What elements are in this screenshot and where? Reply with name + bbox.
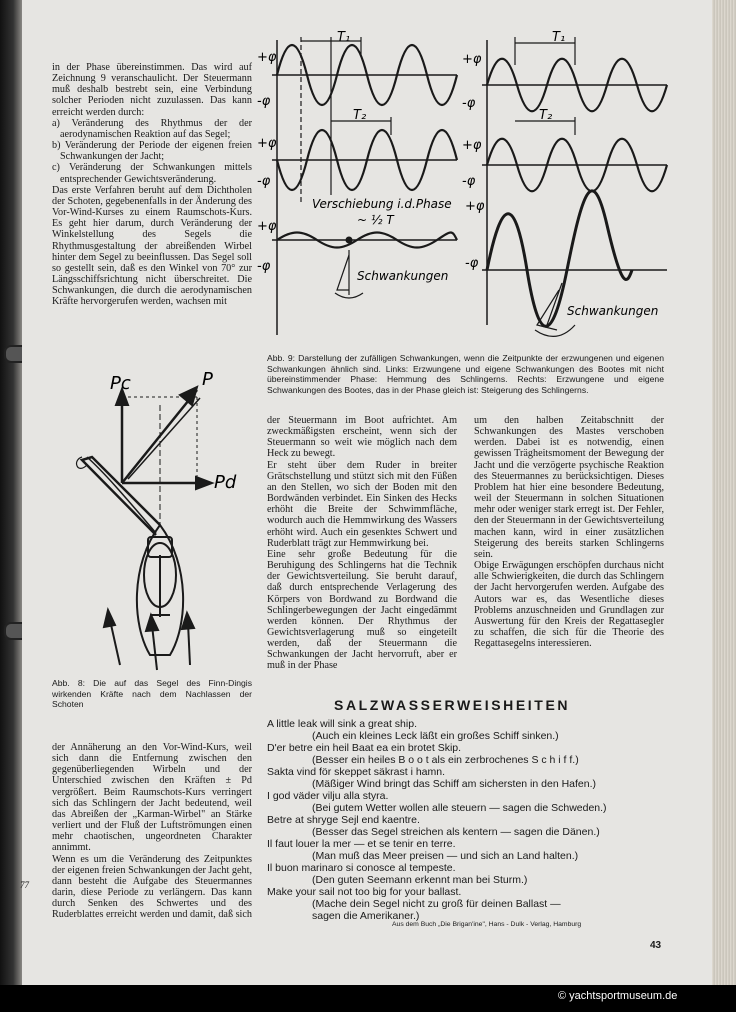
left-minus-phi-2: -φ: [257, 174, 271, 189]
paragraph: der Steuermann im Boot aufrichtet. Am zweckmäßigsten erscheint, wenn sich der Steuermann so weit wie möglich nach dem Heck zu bewegt.: [267, 415, 457, 460]
figure-8-caption: Abb. 8: Die auf das Segel des Finn-Dingis wirkenden Kräfte nach dem Nachlassen der Schoten: [52, 678, 252, 709]
page-stack-edges: [712, 0, 736, 985]
label-pd: Pd: [214, 472, 237, 493]
proverb-original: Make your sail not too big for your ballast.: [267, 886, 462, 898]
column-2: [267, 415, 457, 672]
list-item: a) Veränderung des Rhythmus der der aerodynamischen Reaktion auf das Segel;: [52, 117, 252, 140]
proverb-original: Sakta vind för skeppet säkrast i hamn.: [267, 766, 446, 778]
right-plus-phi-2: +φ: [462, 138, 482, 153]
proverb-translation: (Bei gutem Wetter wollen alle steuern — sagen die Schweden.): [312, 802, 607, 814]
paragraph: in der Phase übereinstimmen. Das wird auf Zeichnung 9 veranschaulicht. Der Steuermann muß deshalb bestrebt sein, eine Verbindung solcher Perioden nicht zuzulassen. Das kann erreicht werden durch:: [52, 62, 252, 118]
figure-8-sail-forces: [52, 365, 262, 675]
proverb-original: D'er betre ein heil Baat ea ein brotet Skip.: [267, 742, 462, 754]
right-graph-axes: [482, 40, 667, 325]
figure-9-oscillation-diagram: [257, 25, 677, 350]
right-minus-phi-3: -φ: [465, 256, 479, 271]
source-note: Aus dem Buch „Die Brigan'ine", Hans - Dulk - Verlag, Hamburg: [392, 921, 582, 928]
proverb-translation: (Den guten Seemann erkennt man bei Sturm.): [312, 874, 528, 886]
page-number: 43: [650, 940, 662, 951]
paragraph: der Annäherung an den Vor-Wind-Kurs, weil sich dann die Entfernung zwischen den gegenüberliegenden Wirbeln und der Unterschied zwischen den Kräften ± Pd vergrößert. Beim Raumschots-Kurs verringert sich das Schlingern der Jacht bedeutend, weil das Abreißen der „Karman-Wirbel" an Stärke verliert und der Fluß der Luftströmungen einen mehr chaotischen, ungeordneten Charakter annimmt.: [52, 742, 252, 854]
list-item: b) Veränderung der Periode der eigenen freien Schwankungen der Jacht;: [52, 140, 252, 163]
left-plus-phi-3: +φ: [257, 219, 277, 234]
proverb-original: Betre at shryge Sejl end kaentre.: [267, 814, 420, 826]
paragraph: Eine sehr große Bedeutung für die Beruhigung des Schlingerns hat die Technik der Gewichtsverteilung. Sie beruht darauf, daß durch entsprechende Verlagerung des Körpers von Bordwand zu Bordwand die Schlingerbewegungen der Jacht eingedämmt werden können. Der Rhythmus der Gewichtsverlagerung muß so eingeteilt werden, daß der Steuermann die Schwankungen der Jacht hervorruft, aber er muß in der Phase: [267, 548, 457, 672]
proverb-translation: (Besser ein heiles B o o t als ein zerbrochenes S c h i f f.): [312, 754, 579, 766]
left-minus-phi-3: -φ: [257, 259, 271, 274]
figure-9-caption: Abb. 9: Darstellung der zufälligen Schwankungen, wenn die Zeitpunkte der erzwungenen und eigenen Schwankungen ähnlich sind. Links: Erzwungene und eigene Schwankungen des Bootes mit nicht übereinstimmender Phase: Hemmung des Schlingerns. Rechts: Erzwungene und eigene Schwankungen des Bootes, das in der Phase gleich ist: Steigerung des Schlingerns.: [267, 353, 664, 395]
proverb-translation: (Auch ein kleines Leck läßt ein großes Schiff sinken.): [312, 730, 559, 742]
right-t2-label: T₂: [539, 108, 553, 123]
paragraph: Er steht über dem Ruder in breiter Grätschstellung und stützt sich mit den Füßen an den Stellen, wo sich der Boden mit den Bordwänden verbindet. Ein Sinken des Hecks erhöht die Breite der Schwimmfläche, wodurch auch die Hemmwirkung des Wassers erhöht wird. Auch ein gesenktes Schwert und Ruderblatt trägt zur Hemmwirkung bei.: [267, 459, 457, 549]
right-plus-phi-1: +φ: [462, 52, 482, 67]
right-minus-phi-1: -φ: [462, 96, 476, 111]
phase-shift-label-2: ~ ½ T: [357, 213, 394, 227]
column-3: [474, 415, 664, 649]
wind-arrows: [104, 610, 194, 670]
phase-shift-label-1: Verschiebung i.d.Phase: [312, 197, 452, 211]
right-plus-phi-3: +φ: [465, 199, 485, 214]
column-1-bottom: [52, 742, 252, 921]
left-plus-phi-1: +φ: [257, 50, 277, 65]
book-page: [22, 0, 712, 985]
label-p: P: [202, 369, 213, 390]
proverb-list: [267, 718, 667, 922]
watermark: © yachtsportmuseum.de: [558, 990, 678, 1002]
right-t1-label: T₁: [552, 30, 566, 45]
left-t1-label: T₁: [337, 30, 351, 45]
proverb-original: Il buon marinaro si conosce al tempeste.: [267, 862, 456, 874]
paragraph: Wenn es um die Veränderung des Zeitpunktes der eigenen freien Schwankungen der Jacht geht, dann besteht die Aufgabe des Steuermannes darin, diese Periode zu verlängern. Das kann durch Senken des Schwertes und des Ruderblattes erreicht werden und damit, daß sich: [52, 853, 253, 921]
proverb-translation: (Mäßiger Wind bringt das Schiff am sichersten in den Hafen.): [312, 778, 597, 790]
left-plus-phi-2: +φ: [257, 136, 277, 151]
section-title: SALZWASSERWEISHEITEN: [334, 697, 571, 713]
proverb-translation: (Man muß das Meer preisen — und sich an Land halten.): [312, 850, 579, 862]
left-t2-label: T₂: [353, 108, 367, 123]
proverb-translation: (Besser das Segel streichen als kentern — sagen die Dänen.): [312, 826, 600, 838]
paragraph: Obige Erwägungen erschöpfen durchaus nicht alle Schwierigkeiten, die durch das Schlingern der Jacht hervorgerufen werden. Aufgabe des Autors war es, das Wesentliche dieses Problems anzuschneiden und Grundlagen zur Auswertung für den Kreis der Regattasegler zu schaffen, die sich für die Theorie des Regattasegelns interessieren.: [474, 560, 664, 650]
proverb-original: A little leak will sink a great ship.: [267, 718, 417, 730]
proverb-translation: (Mache dein Segel nicht zu groß für deinen Ballast — sagen die Amerikaner.): [312, 898, 561, 922]
proverb-original: Il faut louer la mer — et se tenir en terre.: [267, 838, 456, 850]
paragraph: Das erste Verfahren beruht auf dem Dichtholen der Schoten, gegebenenfalls in der Änderung des Vor-Wind-Kurses zu einem Raumschots-Kurs. Es geht hier darum, durch Veränderung der Winkelstellung des Segels die Rhythmusgestaltung der abreißenden Wirbel hinter dem Segel zu beeinflussen. Das Segel soll so gestellt sein, daß es den Winkel von 70° zur Längsschiffsrichtung nicht überschreitet. Die Schwankungen, die durch die aerodynamischen Kräfte hervorgerufen werden, wachsen mit: [52, 184, 253, 308]
paragraph: um den halben Zeitabschnitt der Schwankungen des Mastes verschoben werden. Dabei ist es notwendig, einen gewissen Trägheitsmoment der Bewegung der Jacht und die verzögerte psychische Reaktion des Steuermannes zu berücksichtigen. Dieses Problem hat hier eine besondere Bedeutung, weil der Steuermann in solchen Situationen mehr oder weniger stark erregt ist. Der Fehler, den der Steuermann in der Gewichtsverteilung machen kann, wird in einer zusätzlichen Steigerung des bereits starken Schlingerns sein.: [474, 415, 664, 560]
proverb-original: I god väder vilju alla styra.: [267, 790, 389, 802]
label-pc: Pc: [110, 373, 131, 394]
list-item: c) Veränderung der Schwankungen mittels entsprechender Gewichtsveränderung.: [52, 162, 252, 185]
column-1-top: [52, 62, 252, 307]
right-schwankungen-label: Schwankungen: [567, 304, 659, 318]
right-minus-phi-2: -φ: [462, 174, 476, 189]
binding-shadow: [0, 0, 22, 985]
left-schwankungen-label: Schwankungen: [357, 269, 449, 283]
margin-mark: 77: [20, 880, 29, 890]
left-minus-phi-1: -φ: [257, 94, 271, 109]
